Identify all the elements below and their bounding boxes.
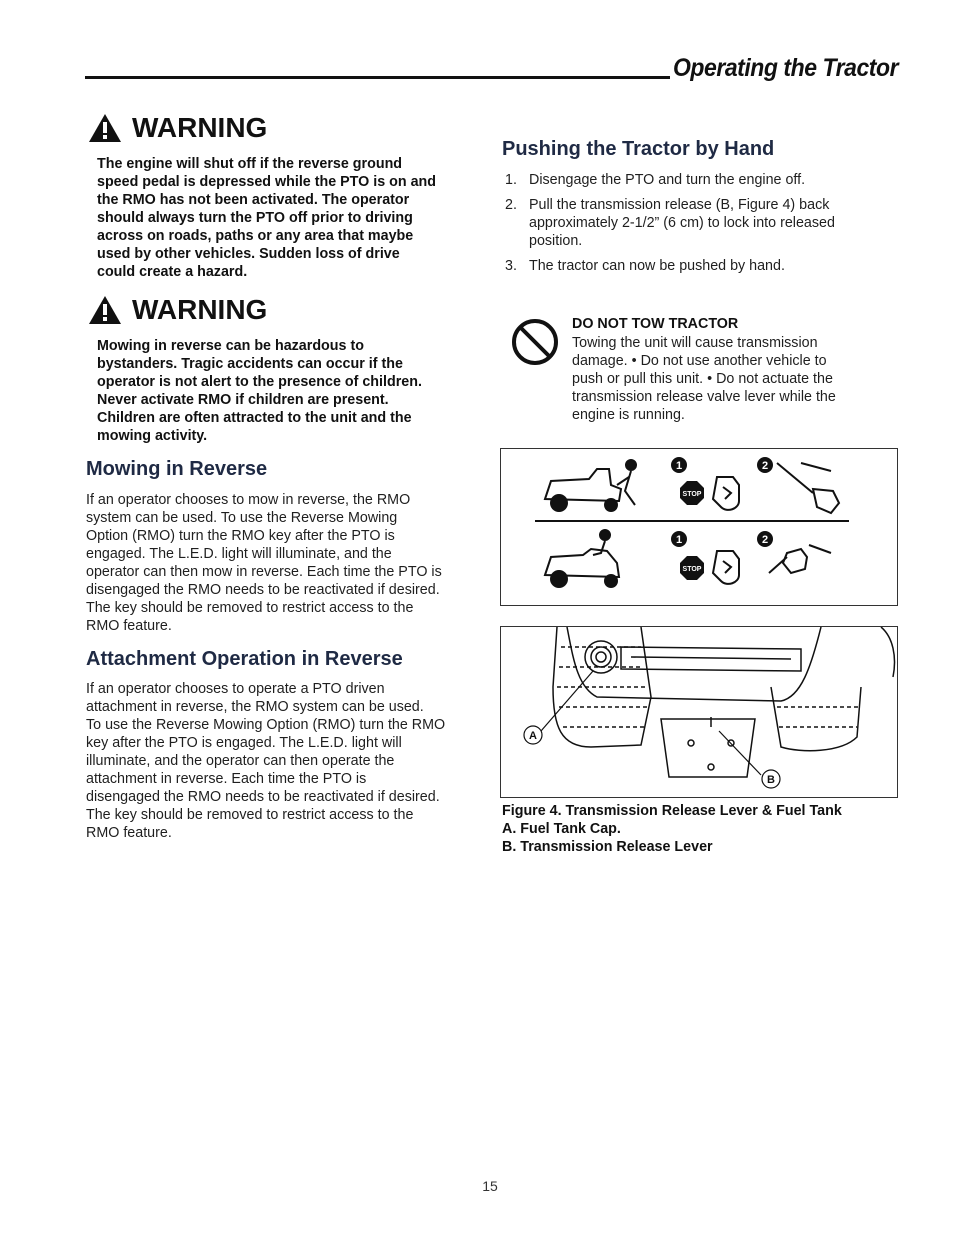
figure-caption [502, 802, 842, 856]
text-line: operator can then mow in reverse. Each time the PTO is [86, 564, 442, 580]
text-line: attachment in reverse. Each time the PTO is [86, 771, 367, 787]
notice-text [572, 334, 836, 424]
decal-step-number: 1 [675, 460, 683, 472]
step-text: The tractor can now be pushed by hand. [529, 258, 785, 274]
caption-line: A. Fuel Tank Cap. [502, 821, 621, 837]
left-tire-icon [553, 627, 651, 747]
text-line: To use the Reverse Mowing Option (RMO) turn the RMO [86, 717, 446, 733]
warning-text-1 [97, 155, 436, 281]
lever-pull-icon [777, 463, 839, 513]
warning-line: operator is not alert to the presence of children. [97, 374, 422, 390]
warning-line: Mowing in reverse can be hazardous to [97, 338, 364, 354]
step-text: Disengage the PTO and turn the engine off. [529, 172, 806, 188]
fuel-cap-icon [585, 641, 617, 673]
notice-title: DO NOT TOW TRACTOR [572, 316, 739, 332]
warning-box-1 [88, 112, 267, 144]
push-decal-figure [500, 448, 898, 606]
warning-line: bystanders. Tragic accidents can occur if the [97, 356, 403, 372]
list-item [505, 171, 885, 189]
caption-line: B. Transmission Release Lever [502, 839, 713, 855]
text-line: Option (RMO) turn the RMO key after the PTO is [86, 528, 395, 544]
warning-line: Children are often attracted to the unit and the [97, 410, 412, 426]
attachment-paragraph [86, 680, 445, 842]
warning-line: the RMO has not been activated. The operator [97, 192, 410, 208]
text-line: push or pull this unit. • Do not actuate the [572, 371, 833, 387]
header-rule [85, 76, 670, 79]
step-text: Pull the transmission release (B, Figure 4) back [529, 197, 830, 213]
step-number: 2. [505, 197, 517, 213]
right-tire-icon [771, 627, 895, 751]
heading-pushing-tractor: Pushing the Tractor by Hand [502, 138, 775, 160]
decal-step-number: 2 [761, 460, 769, 472]
transmission-fuel-drawing [501, 627, 897, 797]
decal-step-number: 2 [761, 534, 769, 546]
stop-label: STOP [682, 491, 702, 498]
mowing-paragraph [86, 491, 442, 635]
warning-line: across on roads, paths or any area that maybe [97, 228, 414, 244]
heading-attachment-operation: Attachment Operation in Reverse [86, 648, 403, 670]
caption-line: Figure 4. Transmission Release Lever & Fuel Tank [502, 803, 842, 819]
list-item [505, 257, 885, 275]
callout-label-b: B [767, 774, 775, 786]
warning-triangle-icon [88, 113, 122, 143]
warning-line: used by other vehicles. Sudden loss of drive [97, 246, 400, 262]
text-line: attachment in reverse, the RMO system can be used. [86, 699, 424, 715]
warning-box-2 [88, 294, 267, 326]
text-line: disengaged the RMO needs to be reactivated if desired. [86, 789, 440, 805]
text-line: The key should be removed to restrict access to the [86, 807, 414, 823]
prohibition-icon [510, 317, 560, 367]
text-line: engine is running. [572, 407, 685, 423]
warning-label-2: WARNING [132, 294, 268, 325]
decal-illustration [501, 449, 897, 605]
warning-line: mowing activity. [97, 428, 208, 444]
section-title: Operating the Tractor [673, 54, 899, 82]
ignition-key-icon [713, 477, 739, 510]
text-line: damage. • Do not use another vehicle to [572, 353, 827, 369]
text-line: RMO feature. [86, 618, 172, 634]
pushing-steps-list [505, 171, 885, 275]
text-line: If an operator chooses to mow in reverse, the RMO [86, 492, 411, 508]
step-text: position. [529, 233, 583, 249]
warning-line: Never activate RMO if children are present. [97, 392, 389, 408]
step-number: 1. [505, 172, 517, 188]
ignition-key-icon [713, 551, 739, 584]
text-line: Towing the unit will cause transmission [572, 335, 818, 351]
warning-label-1: WARNING [132, 112, 268, 143]
lever-push-icon [769, 545, 831, 573]
text-line: The key should be removed to restrict access to the [86, 600, 414, 616]
figure-4-illustration [500, 626, 898, 798]
warning-header-2 [88, 294, 267, 326]
text-line: illuminate, and the operator can then operate the [86, 753, 395, 769]
warning-line: The engine will shut off if the reverse ground [97, 156, 403, 172]
decal-step-number: 1 [675, 534, 683, 546]
warning-header-1 [88, 112, 267, 144]
warning-line: speed pedal is depressed while the PTO is on and [97, 174, 436, 190]
step-number: 3. [505, 258, 517, 274]
text-line: system can be used. To use the Reverse Mowing [86, 510, 398, 526]
warning-line: could create a hazard. [97, 264, 248, 280]
warning-triangle-icon [88, 295, 122, 325]
text-line: RMO feature. [86, 825, 172, 841]
warning-text-2 [97, 337, 422, 445]
heading-mowing-in-reverse: Mowing in Reverse [86, 458, 268, 480]
page-number: 15 [482, 1178, 498, 1194]
step-text: approximately 2-1/2” (6 cm) to lock into released [529, 215, 835, 231]
tractor-push-icon [545, 460, 636, 511]
list-item [505, 196, 885, 250]
callout-label-a: A [529, 730, 537, 742]
text-line: key after the PTO is engaged. The L.E.D. light will [86, 735, 402, 751]
stop-label: STOP [682, 566, 702, 573]
chassis-icon [567, 627, 821, 701]
warning-line: should always turn the PTO off prior to driving [97, 210, 413, 226]
text-line: If an operator chooses to operate a PTO driven [86, 681, 385, 697]
text-line: engaged. The L.E.D. light will illuminate, and the [86, 546, 392, 562]
tractor-seated-icon [545, 530, 619, 587]
text-line: transmission release valve lever while the [572, 389, 836, 405]
hitch-plate-icon [661, 717, 755, 777]
text-line: disengaged the RMO needs to be reactivated if desired. [86, 582, 440, 598]
